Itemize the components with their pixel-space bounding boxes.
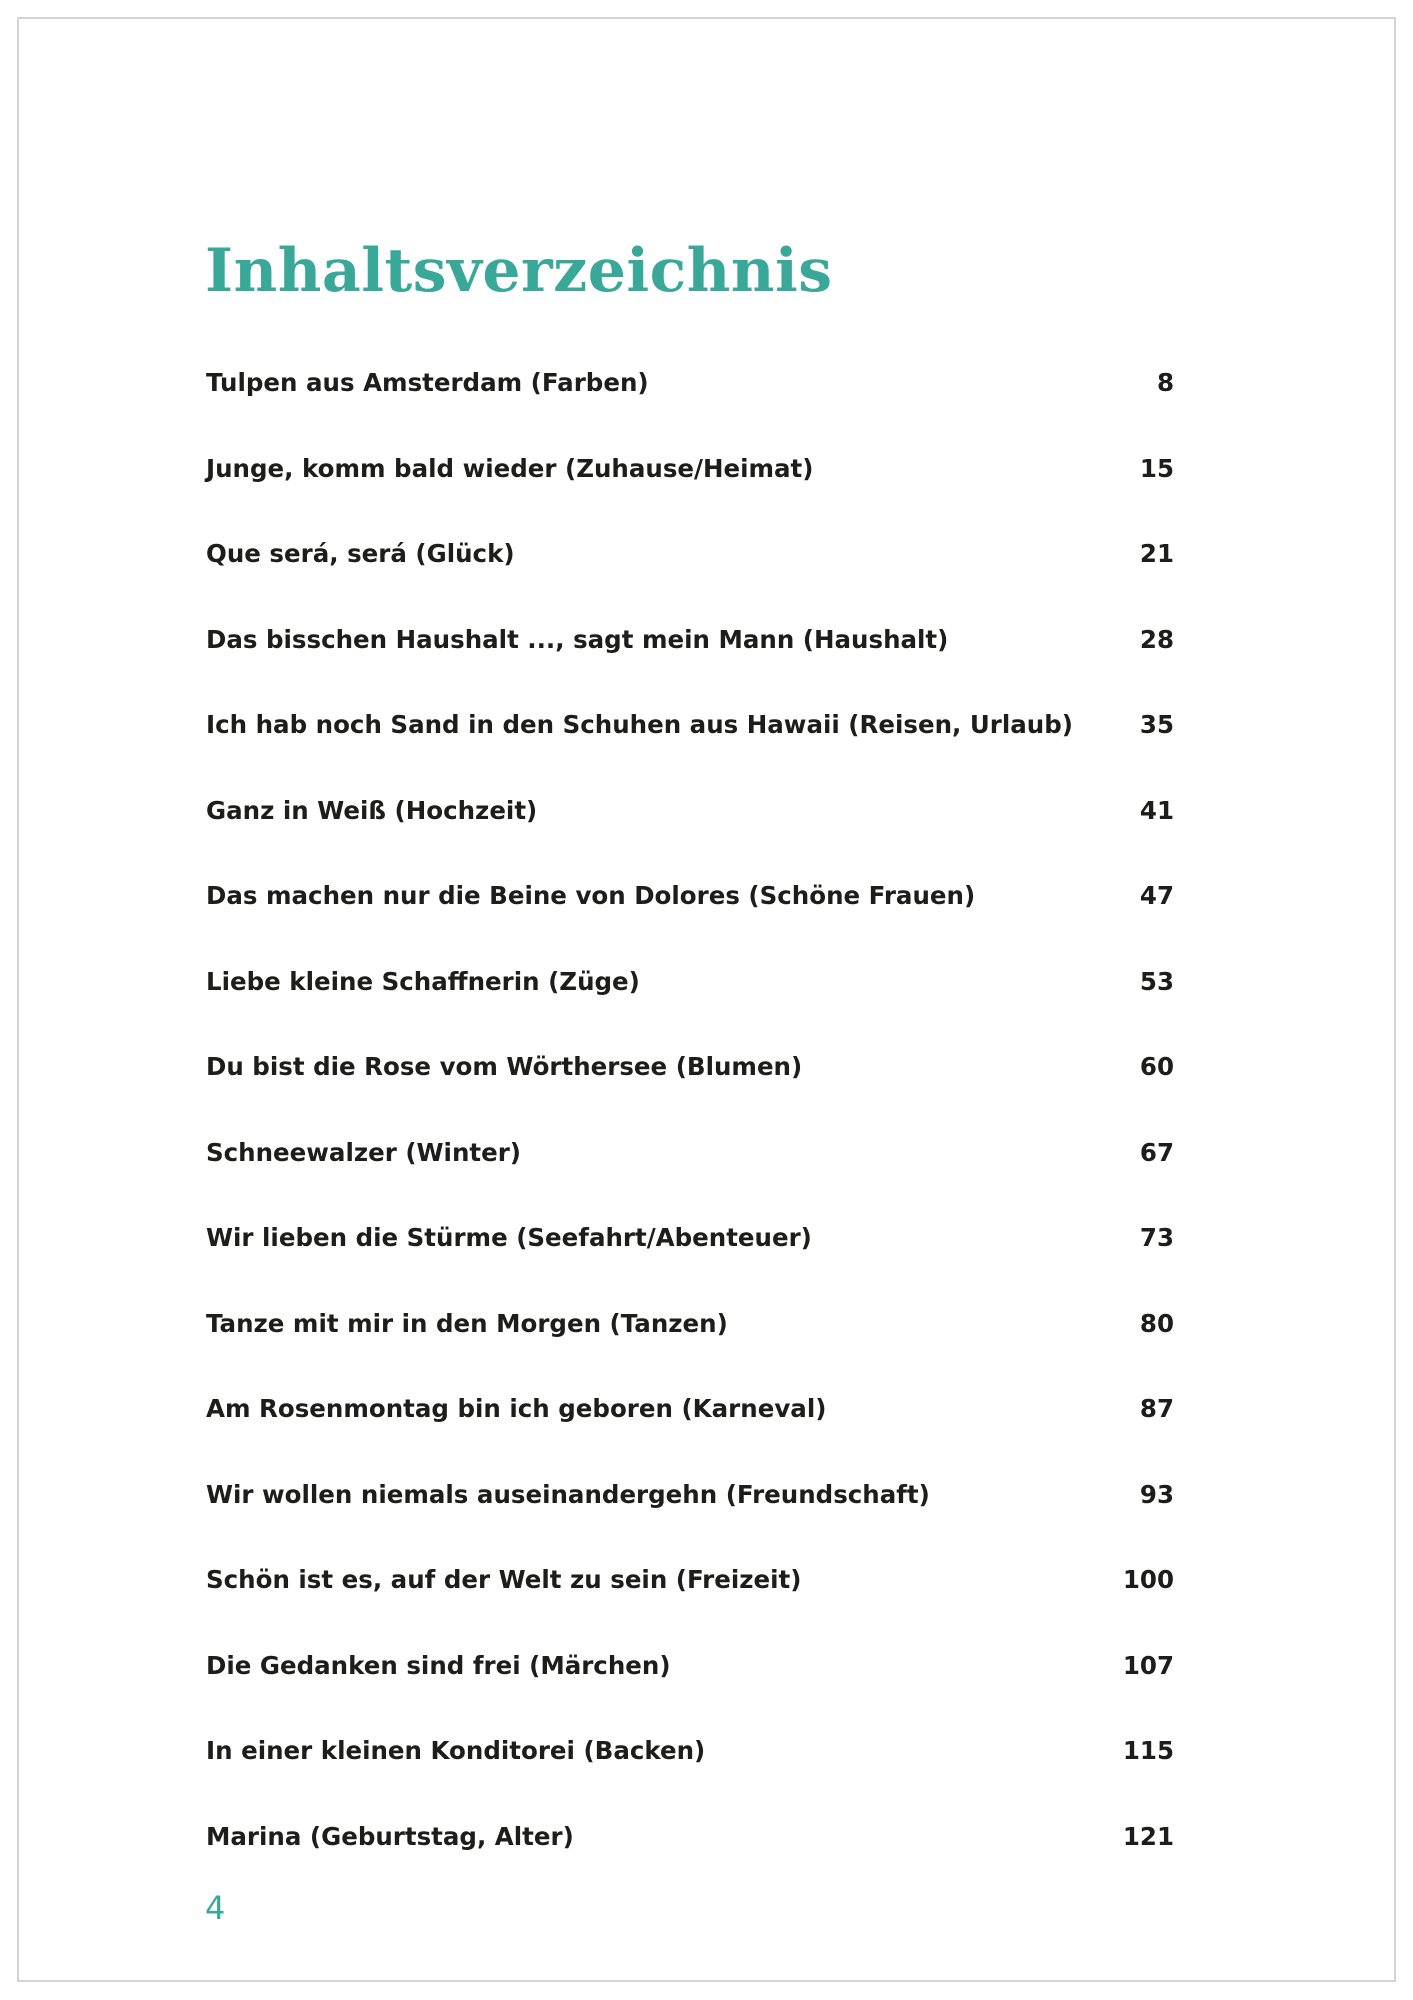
toc-entry-title: Schön ist es, auf der Welt zu sein (Freizeit) bbox=[206, 1565, 802, 1595]
page-title: Inhaltsverzeichnis bbox=[205, 236, 833, 306]
toc-entry-title: Die Gedanken sind frei (Märchen) bbox=[206, 1650, 671, 1680]
toc-entry-title: In einer kleinen Konditorei (Backen) bbox=[206, 1736, 706, 1766]
toc-entry-page: 35 bbox=[1139, 710, 1174, 740]
toc-entry-title: Du bist die Rose vom Wörthersee (Blumen) bbox=[206, 1052, 803, 1082]
toc-entry-page: 47 bbox=[1139, 881, 1174, 911]
toc-entry-page: 80 bbox=[1139, 1308, 1174, 1338]
toc-entry bbox=[206, 1623, 1174, 1709]
toc-entry-page: 53 bbox=[1139, 966, 1174, 996]
toc-entry-page: 73 bbox=[1139, 1223, 1174, 1253]
table-of-contents bbox=[206, 340, 1174, 1879]
toc-entry-title: Tanze mit mir in den Morgen (Tanzen) bbox=[206, 1308, 728, 1338]
toc-entry bbox=[206, 1195, 1174, 1281]
toc-entry-page: 121 bbox=[1122, 1821, 1174, 1851]
toc-entry-page: 115 bbox=[1122, 1736, 1174, 1766]
toc-entry bbox=[206, 1281, 1174, 1367]
toc-entry-title: Junge, komm bald wieder (Zuhause/Heimat) bbox=[206, 453, 814, 483]
toc-entry-page: 100 bbox=[1122, 1565, 1174, 1595]
toc-entry-title: Marina (Geburtstag, Alter) bbox=[206, 1821, 574, 1851]
toc-entry-page: 93 bbox=[1139, 1479, 1174, 1509]
toc-entry-title: Wir lieben die Stürme (Seefahrt/Abenteuer) bbox=[206, 1223, 812, 1253]
toc-entry-title: Am Rosenmontag bin ich geboren (Karneval) bbox=[206, 1394, 827, 1424]
toc-entry bbox=[206, 1110, 1174, 1196]
toc-entry bbox=[206, 1537, 1174, 1623]
toc-entry-page: 60 bbox=[1139, 1052, 1174, 1082]
toc-entry-title: Das bisschen Haushalt ..., sagt mein Mann (Haushalt) bbox=[206, 624, 949, 654]
toc-entry-title: Das machen nur die Beine von Dolores (Schöne Frauen) bbox=[206, 881, 976, 911]
toc-entry-page: 107 bbox=[1122, 1650, 1174, 1680]
toc-entry-page: 21 bbox=[1139, 539, 1174, 569]
toc-entry-title: Schneewalzer (Winter) bbox=[206, 1137, 522, 1167]
toc-entry bbox=[206, 597, 1174, 683]
toc-entry bbox=[206, 939, 1174, 1025]
toc-entry bbox=[206, 511, 1174, 597]
toc-entry bbox=[206, 1366, 1174, 1452]
toc-entry bbox=[206, 1024, 1174, 1110]
toc-entry-title: Tulpen aus Amsterdam (Farben) bbox=[206, 368, 649, 398]
toc-entry-page: 15 bbox=[1139, 453, 1174, 483]
page-number: 4 bbox=[205, 1889, 226, 1927]
toc-entry bbox=[206, 426, 1174, 512]
toc-entry bbox=[206, 768, 1174, 854]
toc-entry bbox=[206, 1708, 1174, 1794]
toc-entry-page: 41 bbox=[1139, 795, 1174, 825]
toc-entry-page: 67 bbox=[1139, 1137, 1174, 1167]
toc-entry bbox=[206, 682, 1174, 768]
toc-entry bbox=[206, 853, 1174, 939]
toc-entry bbox=[206, 340, 1174, 426]
toc-entry-title: Liebe kleine Schaffnerin (Züge) bbox=[206, 966, 640, 996]
toc-entry-page: 87 bbox=[1139, 1394, 1174, 1424]
toc-entry-title: Ich hab noch Sand in den Schuhen aus Hawaii (Reisen, Urlaub) bbox=[206, 710, 1073, 740]
toc-entry bbox=[206, 1452, 1174, 1538]
toc-entry-title: Ganz in Weiß (Hochzeit) bbox=[206, 795, 538, 825]
toc-entry-page: 28 bbox=[1139, 624, 1174, 654]
toc-entry bbox=[206, 1794, 1174, 1880]
toc-entry-title: Wir wollen niemals auseinandergehn (Freundschaft) bbox=[206, 1479, 930, 1509]
toc-entry-title: Que será, será (Glück) bbox=[206, 539, 515, 569]
toc-entry-page: 8 bbox=[1156, 368, 1174, 398]
